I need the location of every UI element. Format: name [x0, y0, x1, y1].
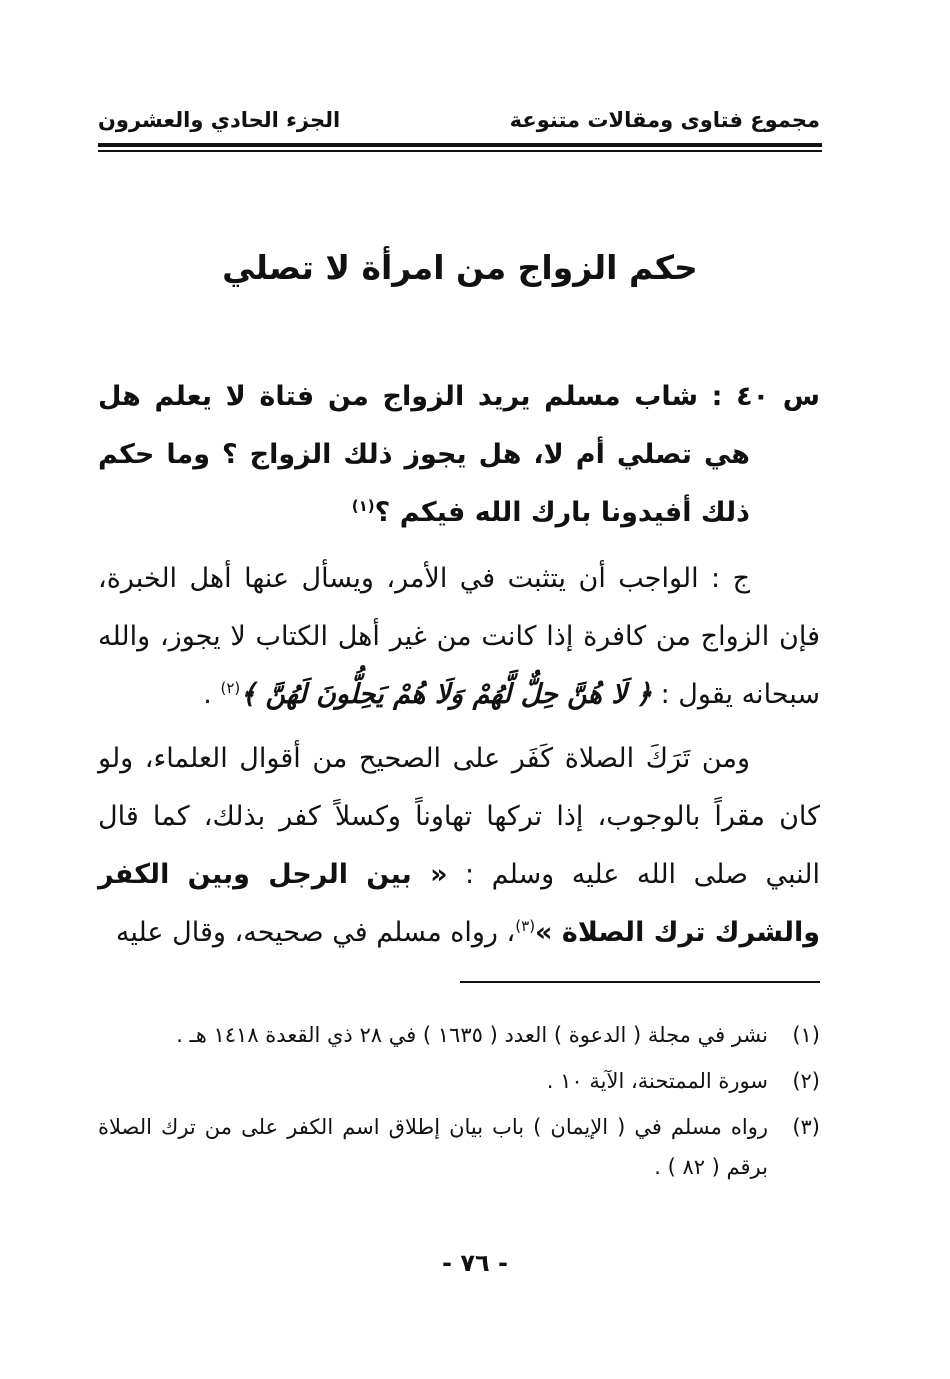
running-header — [98, 108, 820, 142]
answer-paragraph-2 — [98, 730, 820, 962]
footnote-ref-1: (١) — [351, 497, 375, 515]
answer-text-1: ج : الواجب أن يتثبت في الأمر، ويسأل عنها أهل الخبرة، فإن الزواج من كافرة إذا كانت من غير أهل الكتاب لا يجوز، والله سبحانه يقول : — [98, 563, 820, 710]
footnotes — [98, 1015, 820, 1193]
footnote-ref-2: (٢) — [220, 679, 241, 697]
footnote-ref-3: (٣) — [515, 917, 536, 935]
article-title: حكم الزواج من امرأة لا تصلي — [222, 248, 698, 287]
footnote-text: نشر في مجلة ( الدعوة ) العدد ( ١٦٣٥ ) في ٢٨ ذي القعدة ١٤١٨ هـ . — [176, 1023, 768, 1047]
quran-verse: ﴿ لَا هُنَّ حِلٌّ لَّهُمْ وَلَا هُمْ يَحِلُّونَ لَهُنَّ ﴾ — [240, 679, 652, 710]
question-text: س ٤٠ : شاب مسلم يريد الزواج من فتاة لا يعلم هل هي تصلي أم لا، هل يجوز ذلك الزواج ؟ وما حكم ذلك أفيدونا بارك الله فيكم ؟ — [98, 381, 820, 528]
article-body — [98, 368, 820, 962]
answer-paragraph-1 — [98, 550, 820, 724]
footnote — [98, 1015, 820, 1055]
footnote-number: (١) — [792, 1023, 820, 1047]
footnote-number: (٣) — [792, 1115, 820, 1139]
volume-label: الجزء الحادي والعشرون — [98, 108, 341, 132]
header-rule-thin — [98, 150, 822, 152]
footnote — [98, 1061, 820, 1101]
book-title: مجموع فتاوى ومقالات متنوعة — [509, 108, 820, 132]
answer-text-1-end: . — [203, 679, 212, 710]
question-paragraph — [98, 368, 820, 542]
answer-text-2-end: ، رواه مسلم في صحيحه، وقال عليه — [115, 917, 516, 948]
footnote — [98, 1107, 820, 1187]
hadith-quote: « بين الرجل وبين الكفر والشرك ترك الصلاة » — [98, 859, 820, 948]
footnote-text: رواه مسلم في ( الإيمان ) باب بيان إطلاق اسم الكفر على من ترك الصلاة برقم ( ٨٢ ) . — [98, 1115, 768, 1179]
footnote-number: (٢) — [792, 1069, 820, 1093]
page-number: - ٧٦ - — [442, 1249, 508, 1277]
footnote-separator — [460, 981, 820, 983]
answer-text-2: ومن تَرَكَ الصلاة كَفَر على الصحيح من أقوال العلماء، ولو كان مقراً بالوجوب، إذا تركها تهاوناً وكسلاً كفر بذلك، كما قال النبي صلى الله عليه وسلم : — [98, 743, 820, 890]
footnote-text: سورة الممتحنة، الآية ١٠ . — [546, 1069, 768, 1093]
header-rule-thick — [98, 143, 822, 147]
